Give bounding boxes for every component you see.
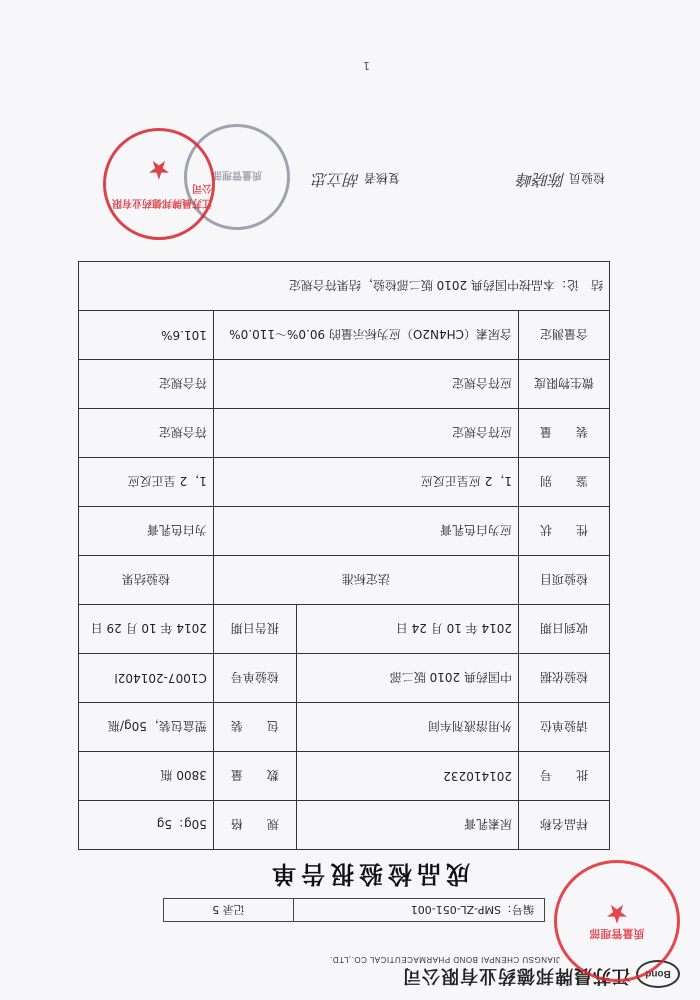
qa-red-stamp-text: 质量管理部 — [589, 927, 645, 940]
inspector-signature: 陈晓峰 — [517, 170, 566, 189]
report-number-value: C1007-201402l — [79, 654, 214, 703]
report-table — [78, 261, 610, 850]
checker-label: 复核者 — [363, 171, 400, 185]
quantity-value: 3800 瓶 — [79, 752, 214, 801]
result-item: 含量测定 — [519, 311, 610, 360]
basis-value: 中国药典 2010 版二部 — [296, 654, 518, 703]
result-item: 鉴 别 — [519, 458, 610, 507]
batch-label: 批 号 — [519, 752, 610, 801]
company-red-stamp — [103, 128, 215, 240]
result-value: 101.6% — [79, 311, 214, 360]
result-standard: 应符合规定 — [213, 360, 518, 409]
table-row — [79, 605, 610, 654]
red-stamp-text: 江苏晨牌邦德药业有限公司 — [112, 182, 212, 208]
table-row — [79, 654, 610, 703]
result-value: 为白色乳膏 — [79, 507, 214, 556]
spec-value: 50g：5g — [79, 801, 214, 850]
result-header: 检验结果 — [79, 556, 214, 605]
received-date-value: 2014 年 10 月 24 日 — [296, 605, 518, 654]
received-date-label: 收到日期 — [519, 605, 610, 654]
table-row — [79, 801, 610, 850]
gray-stamp-text: 质量管理部 — [212, 169, 262, 181]
result-standard: 应为白色乳膏 — [213, 507, 518, 556]
table-row — [79, 311, 610, 360]
item-header: 检验项目 — [519, 556, 610, 605]
quantity-label: 数 量 — [213, 752, 296, 801]
batch-value: 201410232 — [296, 752, 518, 801]
basis-label: 检验依据 — [519, 654, 610, 703]
conclusion-row — [79, 262, 610, 311]
result-standard: 含尿素（CH4N2O）应为标示量的 90.0%～110.0% — [213, 311, 518, 360]
result-item: 微生物限度 — [519, 360, 610, 409]
qa-red-stamp — [554, 860, 680, 982]
result-value: 1，2 呈正反应 — [79, 458, 214, 507]
star-icon: ★ — [147, 154, 171, 184]
packaging-label: 包 装 — [213, 703, 296, 752]
record-number: 记录 5 — [212, 903, 245, 916]
result-item: 性 状 — [519, 507, 610, 556]
requesting-unit-label: 请验单位 — [519, 703, 610, 752]
result-value: 符合规定 — [79, 409, 214, 458]
result-value: 符合规定 — [79, 360, 214, 409]
result-standard: 应符合规定 — [213, 409, 518, 458]
spec-label: 规 格 — [213, 801, 296, 850]
inspector-signoff — [517, 169, 605, 192]
results-header-row — [79, 556, 610, 605]
report-number-label: 检验单号 — [213, 654, 296, 703]
result-standard: 1，2 应呈正反应 — [213, 458, 518, 507]
result-item: 装 量 — [519, 409, 610, 458]
company-logo: Bond — [636, 960, 680, 988]
report-date-value: 2014 年 10 月 29 日 — [79, 605, 214, 654]
table-row — [79, 458, 610, 507]
sample-name-value: 尿素乳膏 — [296, 801, 518, 850]
conclusion-text: 结 论：本品按中国药典 2010 版二部检验，结果符合规定 — [79, 262, 610, 311]
company-name-en: JIANGSU CHENPAI BOND PHARMACEUTICAL CO.,LTD. — [329, 955, 560, 964]
table-row — [79, 752, 610, 801]
inspector-label: 检验员 — [568, 171, 605, 185]
table-row — [79, 409, 610, 458]
sample-name-label: 样品名称 — [519, 801, 610, 850]
checker-signature: 胡立忠 — [312, 170, 361, 189]
report-title: 成品检验报告单 — [267, 860, 470, 888]
table-row — [79, 360, 610, 409]
page-number: 1 — [363, 59, 370, 72]
table-row — [79, 507, 610, 556]
packaging-value: 塑盒包装，50g/瓶 — [79, 703, 214, 752]
requesting-unit-value: 外用溶液剂车间 — [296, 703, 518, 752]
report-date-label: 报告日期 — [213, 605, 296, 654]
star-icon: ★ — [605, 898, 629, 928]
table-row — [79, 703, 610, 752]
checker-signoff — [312, 169, 400, 192]
document-code-box — [163, 898, 545, 922]
company-name-cn: 江苏晨牌邦德药业有限公司 — [402, 965, 630, 986]
document-code: 编号：SMP-ZL-051-001 — [293, 899, 544, 921]
standard-header: 法定标准 — [213, 556, 518, 605]
